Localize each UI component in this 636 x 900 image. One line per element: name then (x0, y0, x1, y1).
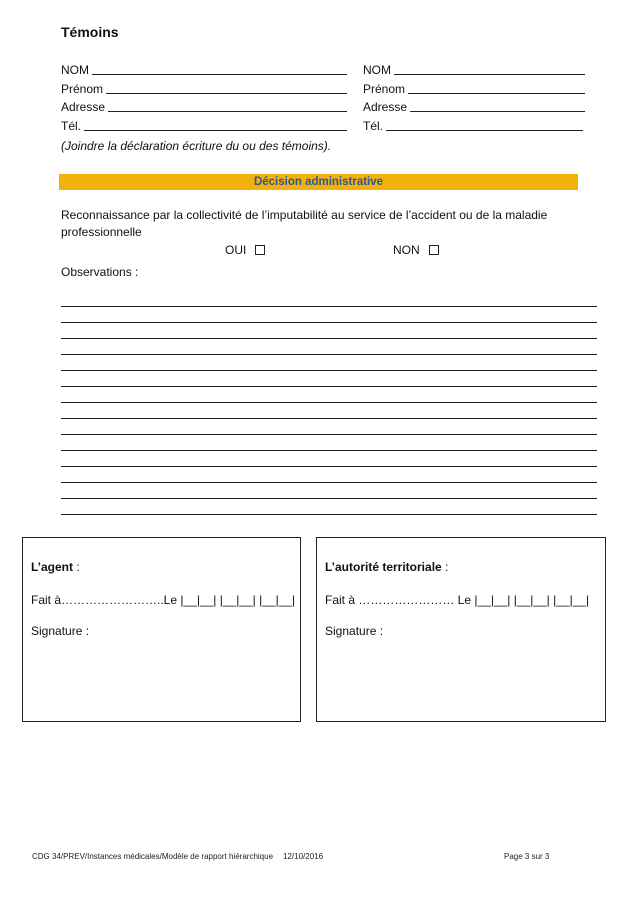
observation-line[interactable] (61, 355, 597, 371)
decision-banner-label: Décision administrative (253, 176, 384, 188)
witness1-tel-field[interactable] (61, 117, 347, 133)
observation-line[interactable] (61, 291, 597, 307)
witness1-prenom-label: Prénom (61, 82, 104, 96)
observation-line[interactable] (61, 435, 597, 451)
agent-heading (31, 560, 80, 574)
witness2-tel-label: Tél. (363, 119, 384, 133)
witness1-adresse-field[interactable] (61, 98, 347, 114)
observation-line[interactable] (61, 323, 597, 339)
witness2-tel-field[interactable] (363, 117, 583, 133)
non-option[interactable] (393, 243, 439, 257)
autorite-heading-suffix: : (441, 560, 449, 574)
agent-heading-label: L’agent (31, 560, 74, 574)
autorite-signature-label: Signature : (325, 624, 384, 638)
agent-fait-line[interactable]: Fait à……………………..Le |__|__| |__|__| |__|__| (31, 593, 296, 607)
observations-lines[interactable] (61, 291, 597, 515)
observations-label: Observations : (61, 265, 139, 279)
witness1-adresse-line[interactable] (108, 99, 347, 112)
section-title-temoins: Témoins (61, 24, 119, 40)
witness2-nom-field[interactable] (363, 61, 585, 77)
observation-line[interactable] (61, 499, 597, 515)
observation-line[interactable] (61, 403, 597, 419)
witness2-adresse-line[interactable] (410, 99, 585, 112)
witness2-prenom-line[interactable] (408, 81, 585, 94)
observation-line[interactable] (61, 483, 597, 499)
oui-option[interactable] (225, 243, 265, 257)
witness1-nom-line[interactable] (92, 62, 347, 75)
oui-checkbox[interactable] (255, 245, 265, 255)
imputabilite-text: Reconnaissance par la collectivité de l’imputabilité au service de l’accident ou de la maladie professionnelle (61, 208, 548, 239)
witness2-nom-line[interactable] (394, 62, 585, 75)
non-checkbox[interactable] (429, 245, 439, 255)
observation-line[interactable] (61, 307, 597, 323)
witness1-tel-line[interactable] (84, 118, 347, 131)
agent-signature-label: Signature : (31, 624, 90, 638)
witness2-prenom-field[interactable] (363, 80, 585, 96)
agent-heading-suffix: : (73, 560, 80, 574)
witness2-prenom-label: Prénom (363, 82, 406, 96)
footer-date: 12/10/2016 (283, 852, 324, 861)
autorite-heading-label: L’autorité territoriale (325, 560, 442, 574)
agent-signature-box (22, 537, 301, 722)
witness1-adresse-label: Adresse (61, 100, 106, 114)
decision-banner (59, 174, 578, 190)
non-label: NON (393, 243, 420, 257)
observation-line[interactable] (61, 451, 597, 467)
footer-page-number: Page 3 sur 3 (504, 852, 550, 861)
observation-line[interactable] (61, 339, 597, 355)
witness-note: (Joindre la déclaration écriture du ou des témoins). (61, 139, 332, 153)
observation-line[interactable] (61, 387, 597, 403)
observation-line[interactable] (61, 419, 597, 435)
autorite-fait-line[interactable]: Fait à …………………… Le |__|__| |__|__| |__|__| (325, 593, 590, 607)
observation-line[interactable] (61, 467, 597, 483)
oui-label: OUI (225, 243, 247, 257)
witness1-nom-field[interactable] (61, 61, 347, 77)
autorite-signature-box (316, 537, 606, 722)
witness2-adresse-label: Adresse (363, 100, 408, 114)
witness1-prenom-line[interactable] (106, 81, 347, 94)
witness2-tel-line[interactable] (386, 118, 583, 131)
footer-path: CDG 34/PREV/Instances médicales/Modèle de rapport hiérarchique (32, 852, 274, 861)
witness2-nom-label: NOM (363, 63, 391, 77)
witness2-adresse-field[interactable] (363, 98, 585, 114)
witness1-tel-label: Tél. (61, 119, 82, 133)
witness1-nom-label: NOM (61, 63, 89, 77)
autorite-heading (325, 560, 448, 574)
witness1-prenom-field[interactable] (61, 80, 347, 96)
observation-line[interactable] (61, 371, 597, 387)
